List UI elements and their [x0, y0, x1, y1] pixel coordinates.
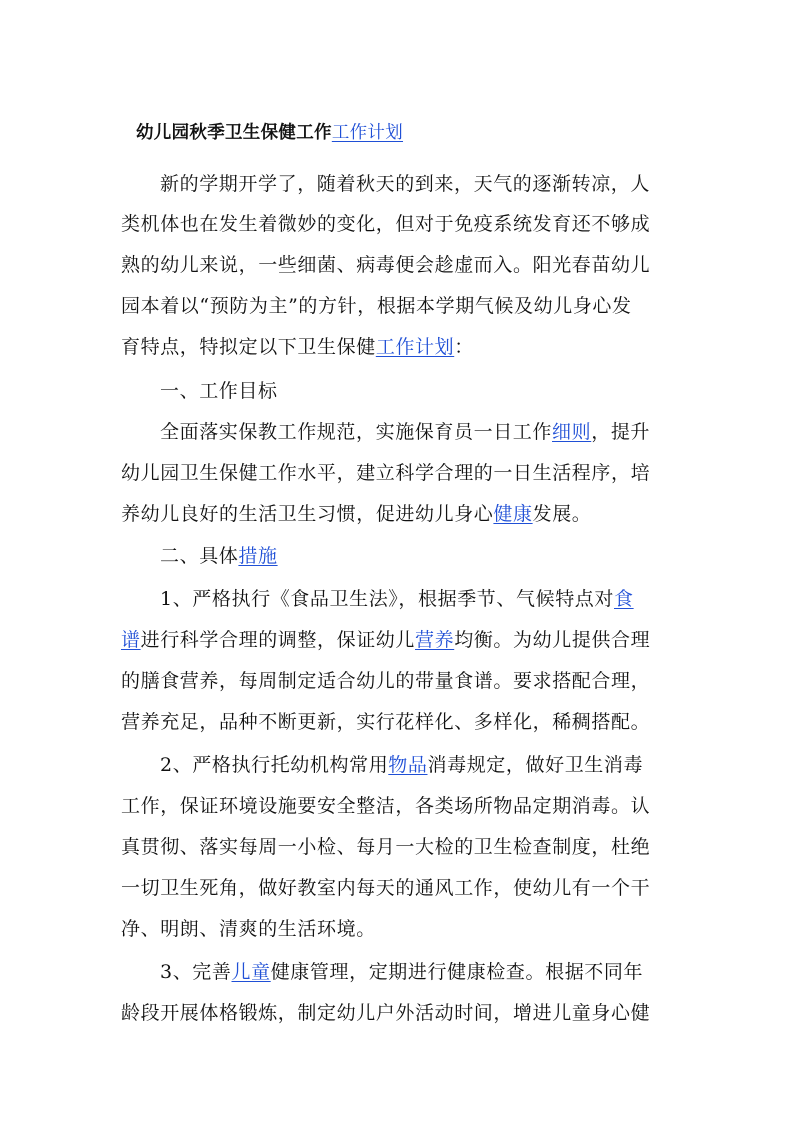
- item3-line-1: [160, 957, 643, 984]
- item2-line-1: [160, 750, 643, 777]
- item2-line-5: 净、明朗、清爽的生活环境。: [121, 918, 376, 940]
- intro-line-5: [121, 332, 474, 359]
- intro-line-2: 类机体也在发生着微妙的变化，但对于免疫系统发育还不够成: [121, 213, 651, 235]
- health-link[interactable]: 健康: [493, 503, 533, 525]
- intro-line-3: 熟的幼儿来说，一些细菌、病毒便会趁虚而入。阳光春苗幼儿: [121, 254, 651, 276]
- section1-line-1: [160, 417, 650, 444]
- measures-link[interactable]: 措施: [238, 545, 278, 567]
- section1-line-3: [121, 499, 591, 526]
- item1-line-2-end: 均衡。为幼儿提供合理: [454, 629, 651, 651]
- intro-line-4: 园本着以“预防为主”的方针，根据本学期气候及幼儿身心发: [121, 295, 632, 317]
- item2-line-1-end: 消毒规定，做好卫生消毒: [427, 754, 644, 776]
- children-link[interactable]: 儿童: [231, 961, 271, 983]
- item1-line-4: 营养充足，品种不断更新，实行花样化、多样化，稀稠搭配。: [121, 711, 651, 733]
- section2-heading-text: 二、具体: [160, 545, 239, 567]
- item3-line-1-text: 3、完善: [160, 961, 232, 983]
- document-title: [136, 119, 403, 144]
- intro-line-5-end: ：: [454, 336, 474, 358]
- intro-line-1: 新的学期开学了，随着秋天的到来，天气的逐渐转凉，人: [160, 173, 651, 195]
- item1-line-1: [160, 584, 634, 611]
- section1-line-1-text: 全面落实保教工作规范，实施保育员一日工作: [160, 421, 553, 443]
- section1-line-3-text: 养幼儿良好的生活卫生习惯，促进幼儿身心: [121, 503, 494, 525]
- item3-line-1-end: 健康管理，定期进行健康检查。根据不同年: [270, 961, 644, 983]
- item2-line-2: 工作，保证环境设施要安全整洁，各类场所物品定期消毒。认: [121, 795, 651, 817]
- goods-link[interactable]: 物品: [388, 754, 428, 776]
- nutrition-link[interactable]: 营养: [415, 629, 455, 651]
- section1-line-1-end: ，提升: [591, 421, 651, 443]
- item2-line-4: 一切卫生死角，做好教室内每天的通风工作，使幼儿有一个干: [121, 877, 651, 899]
- item1-line-1-text: 1、严格执行《食品卫生法》，根据季节、气候特点对: [160, 588, 614, 610]
- title-text: 幼儿园秋季卫生保健工作: [136, 123, 332, 143]
- section1-line-2: 幼儿园卫生保健工作水平，建立科学合理的一日生活程序，培: [121, 462, 651, 484]
- item2-line-1-text: 2、严格执行托幼机构常用: [160, 754, 389, 776]
- item1-line-3: 的膳食营养，每周制定适合幼儿的带量食谱。要求搭配合理，: [121, 670, 651, 692]
- item1-line-2: [121, 625, 650, 652]
- recipe-link-part1[interactable]: 食: [614, 588, 634, 610]
- section1-line-3-end: 发展。: [532, 503, 592, 525]
- work-plan-link[interactable]: 工作计划: [375, 336, 455, 358]
- item3-line-2: 龄段开展体格锻炼，制定幼儿户外活动时间，增进儿童身心健: [121, 1002, 651, 1024]
- item2-line-3: 真贯彻、落实每周一小检、每月一大检的卫生检查制度，杜绝: [121, 836, 651, 858]
- intro-line-5-text: 育特点，特拟定以下卫生保健: [121, 336, 376, 358]
- recipe-link-part2[interactable]: 谱: [121, 629, 141, 651]
- section2-heading: [160, 541, 278, 568]
- title-link[interactable]: 工作计划: [331, 123, 404, 143]
- rules-link[interactable]: 细则: [552, 421, 592, 443]
- section1-heading: 一、工作目标: [160, 380, 278, 402]
- item1-line-2-text: 进行科学合理的调整，保证幼儿: [140, 629, 416, 651]
